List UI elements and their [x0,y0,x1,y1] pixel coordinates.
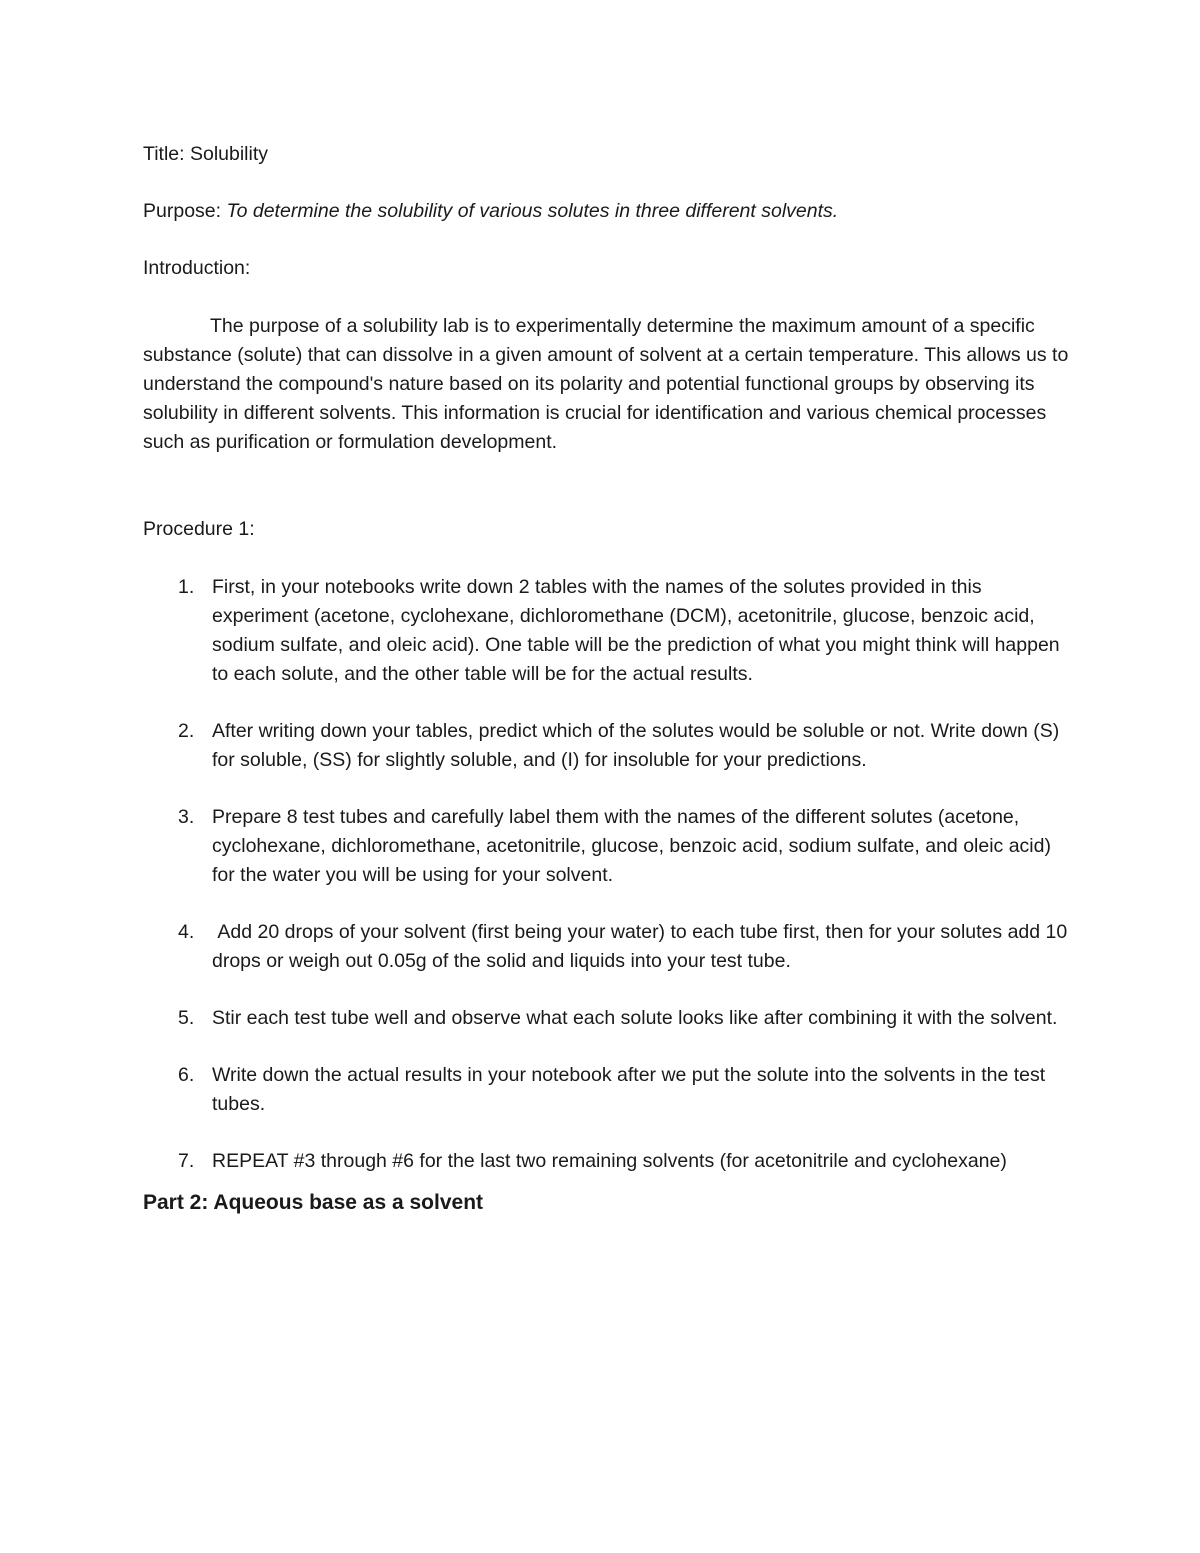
step-text: Write down the actual results in your notebook after we put the solute into the solvents in the test tubes. [212,1064,1046,1115]
step-number: 4. [178,921,195,943]
step-text: Prepare 8 test tubes and carefully label them with the names of the different solutes (acetone, cyclohexane, dichloromethane, acetonitrile, glucose, benzoic acid, sodium sulfate, and oleic acid) for the water you will be using for your solvent. [212,806,1051,886]
procedure-heading: Procedure 1: [143,518,255,540]
procedure-step-4 [143,918,1073,976]
step-text: Add 20 drops of your solvent (first being your water) to each tube first, then for your solutes add 10 drops or weigh out 0.05g of the solid and liquids into your test tube. [212,921,1073,972]
procedure-step-1 [143,573,1073,689]
purpose-text: To determine the solubility of various solutes in three different solvents. [226,200,839,222]
step-text: REPEAT #3 through #6 for the last two remaining solvents (for acetonitrile and cyclohexane) [212,1150,1007,1172]
step-number: 1. [178,576,195,598]
title-line [143,140,1073,169]
step-number: 6. [178,1064,195,1086]
step-number: 5. [178,1007,195,1029]
step-number: 7. [178,1150,195,1172]
procedure-step-5 [143,1004,1073,1033]
procedure-step-6 [143,1061,1073,1119]
step-text: First, in your notebooks write down 2 tables with the names of the solutes provided in this experiment (acetone, cyclohexane, dichloromethane (DCM), acetonitrile, glucose, benzoic acid, sodium sulfate, and oleic acid). One table will be the prediction of what you might think will happen to each solute, and the other table will be for the actual results. [212,576,1060,685]
purpose-label: Purpose: [143,200,222,222]
procedure-step-2 [143,717,1073,775]
step-text: Stir each test tube well and observe what each solute looks like after combining it with the solvent. [212,1007,1058,1029]
step-number: 2. [178,720,195,742]
procedure-steps-list [143,573,1073,1176]
purpose-line [143,197,1073,226]
introduction-heading: Introduction: [143,257,251,279]
title-label: Title: [143,143,185,165]
introduction-paragraph: The purpose of a solubility lab is to experimentally determine the maximum amount of a specific substance (solute) that can dissolve in a given amount of solvent at a certain temperature. This allows us to understand the compound's nature based on its polarity and potential functional groups by observing its solubility in different solvents. This information is crucial for identification and various chemical processes such as purification or formulation development. [143,315,1069,453]
step-number: 3. [178,806,195,828]
document-body [143,140,1073,1218]
part2-heading: Part 2: Aqueous base as a solvent [143,1191,484,1214]
title-value: Solubility [189,143,269,165]
procedure-step-3 [143,803,1073,890]
step-text: After writing down your tables, predict which of the solutes would be soluble or not. Write down (S) for soluble, (SS) for slightly soluble, and (I) for insoluble for your predictions. [212,720,1060,771]
procedure-step-7 [143,1147,1073,1176]
